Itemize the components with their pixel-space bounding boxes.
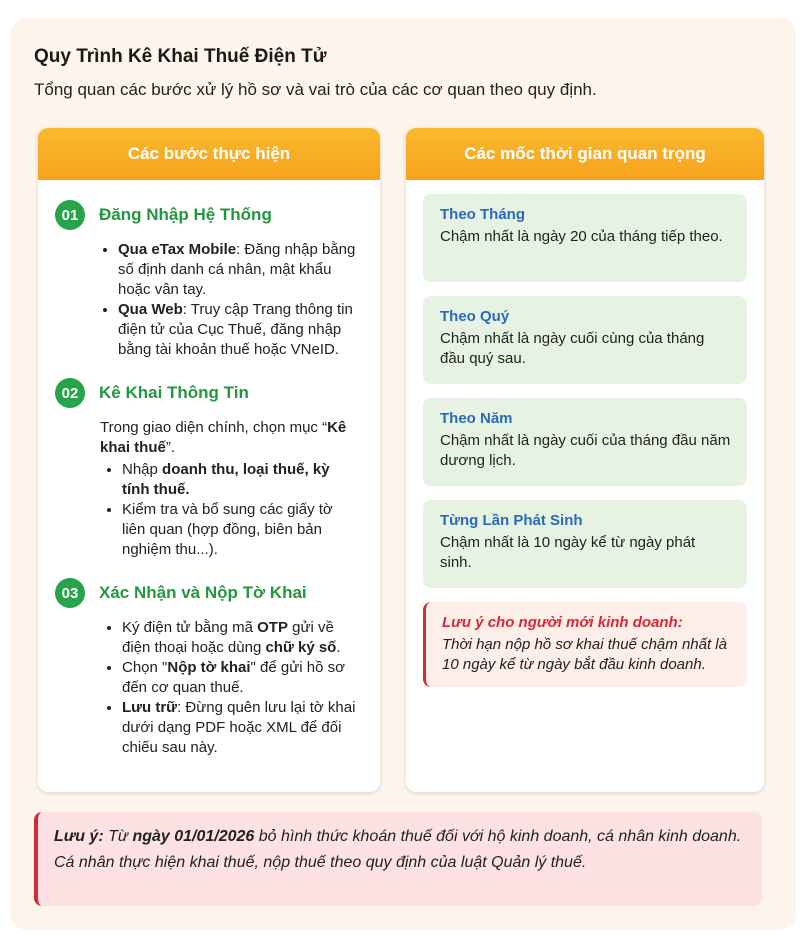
step-3-header bbox=[55, 578, 360, 608]
deadline-card-title: Từng Lần Phát Sinh bbox=[440, 512, 583, 529]
step-3 bbox=[55, 578, 360, 758]
page-subtitle: Tổng quan các bước xử lý hồ sơ và vai trò của các cơ quan theo quy định. bbox=[34, 80, 597, 99]
step-1-item-1: • Qua eTax Mobile: Đăng nhập bằng số định danh cá nhân, mật khẩu hoặc vân tay. bbox=[118, 240, 360, 300]
step-3-body bbox=[100, 618, 360, 758]
step-1-title: Đăng Nhập Hệ Thống bbox=[99, 205, 272, 224]
deadline-cards bbox=[406, 180, 764, 687]
steps-column-heading: Các bước thực hiện bbox=[38, 128, 380, 180]
deadline-card-text: Chậm nhất là ngày cuối của tháng đầu năm dương lịch. bbox=[440, 432, 731, 469]
deadlines-column-heading: Các mốc thời gian quan trọng bbox=[406, 128, 764, 180]
step-2-header bbox=[55, 378, 360, 408]
deadline-card-yearly bbox=[423, 398, 747, 486]
step-1-header bbox=[55, 200, 360, 230]
bottom-note-label: Lưu ý: bbox=[54, 828, 104, 845]
page-title: Quy Trình Kê Khai Thuế Điện Tử bbox=[34, 46, 327, 67]
step-2-body bbox=[100, 418, 360, 560]
deadline-card-title: Theo Năm bbox=[440, 410, 513, 427]
new-business-note-title: Lưu ý cho người mới kinh doanh: bbox=[442, 614, 683, 631]
deadline-card-text: Chậm nhất là 10 ngày kể từ ngày phát sinh. bbox=[440, 534, 696, 571]
deadline-card-title: Theo Quý bbox=[440, 308, 510, 325]
step-3-item-3: • Lưu trữ: Đừng quên lưu lại tờ khai dưới dạng PDF hoặc XML để đối chiếu sau này. bbox=[122, 698, 360, 758]
deadline-card-monthly bbox=[423, 194, 747, 282]
deadline-card-per-occurrence bbox=[423, 500, 747, 588]
step-2-intro: Trong giao diện chính, chọn mục “Kê khai thuế”. bbox=[100, 419, 347, 456]
deadline-card-text: Chậm nhất là ngày 20 của tháng tiếp theo. bbox=[440, 228, 723, 245]
new-business-note bbox=[423, 602, 747, 687]
step-1-number-badge: 01 bbox=[55, 200, 85, 230]
step-3-item-2: • Chọn "Nộp tờ khai" để gửi hồ sơ đến cơ quan thuế. bbox=[122, 658, 360, 698]
step-3-number-badge: 03 bbox=[55, 578, 85, 608]
step-2-number-badge: 02 bbox=[55, 378, 85, 408]
steps-column bbox=[38, 128, 380, 792]
step-1-item-2: • Qua Web: Truy cập Trang thông tin điện tử của Cục Thuế, đăng nhập bằng tài khoản thuế hoặc VNeID. bbox=[118, 300, 360, 360]
step-2-item-1: • Nhập doanh thu, loại thuế, kỳ tính thuế. bbox=[122, 460, 360, 500]
infographic-frame bbox=[10, 18, 796, 930]
step-2 bbox=[55, 378, 360, 560]
deadline-card-title: Theo Tháng bbox=[440, 206, 525, 223]
step-3-title: Xác Nhận và Nộp Tờ Khai bbox=[99, 583, 307, 602]
bottom-note-date: ngày 01/01/2026 bbox=[132, 828, 255, 845]
new-business-note-text: Thời hạn nộp hồ sơ khai thuế chậm nhất là 10 ngày kể từ ngày bắt đầu kinh doanh. bbox=[442, 636, 727, 673]
step-3-item-1: • Ký điện tử bằng mã OTP gửi về điện thoại hoặc dùng chữ ký số. bbox=[122, 618, 360, 658]
deadline-card-text: Chậm nhất là ngày cuối cùng của tháng đầu quý sau. bbox=[440, 330, 705, 367]
step-1-body bbox=[100, 240, 360, 360]
deadlines-column bbox=[406, 128, 764, 792]
bottom-note: Lưu ý: Từ ngày 01/01/2026 bỏ hình thức khoán thuế đối với hộ kinh doanh, cá nhân kinh doanh. Cá nhân thực hiện khai thuế, nộp thuế theo quy định của luật Quản lý thuế. bbox=[34, 812, 762, 906]
step-2-title: Kê Khai Thông Tin bbox=[99, 383, 249, 402]
deadline-card-quarterly bbox=[423, 296, 747, 384]
step-2-item-2: • Kiểm tra và bổ sung các giấy tờ liên quan (hợp đồng, biên bản nghiệm thu...). bbox=[122, 500, 360, 560]
steps-list bbox=[38, 180, 380, 758]
step-1 bbox=[55, 200, 360, 360]
